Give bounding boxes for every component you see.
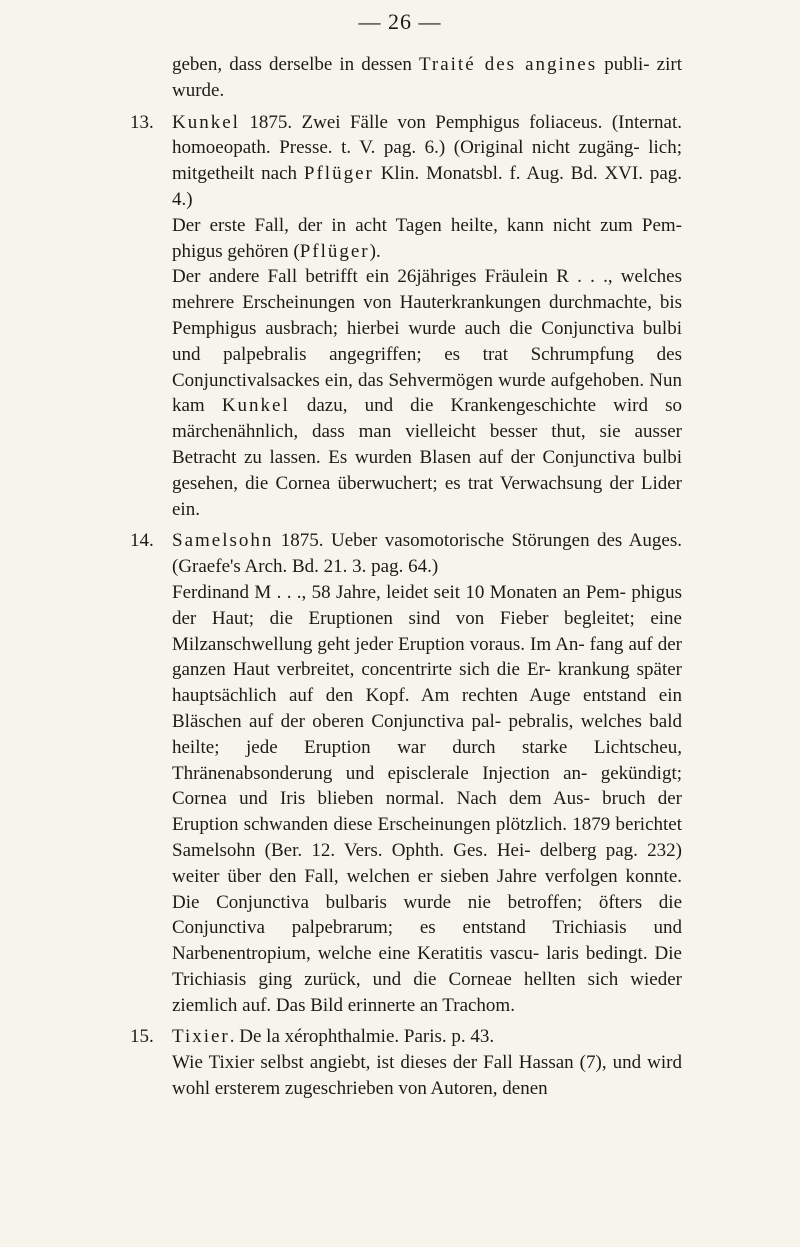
page-number-header: — 26 —	[358, 9, 442, 34]
author-name: Kunkel	[172, 111, 240, 133]
author-name: Kunkel	[221, 395, 290, 417]
citation-text: . De la xérophthalmie. Paris. p. 43.	[229, 1026, 495, 1048]
entry-paragraph: Ferdinand M . . ., 58 Jahre, leidet seit 10 Monaten an Pem- phigus der Haut; die Eruptionen sind von Fieber begleitet; eine Milzanschwellung geht jeder Eruption voraus. Im An- fang auf der ganzen Haut verbreitet, concentrirte sich die Er- krankung später hauptsächlich auf den Kopf. Am rechten Auge entstand ein Bläschen auf der oberen Conjunctiva pal- pebralis, welches bald heilte; jede Eruption war durch starke Lichtscheu, Thränenabsonderung und episclerale Injection an- gekündigt; Cornea und Iris blieben normal. Nach dem Aus- bruch der Eruption schwanden diese Erscheinungen plötzlich. 1879 berichtet Samelsohn (Ber. 12. Vers. Ophth. Ges. Hei- delberg pag. 232) weiter über den Fall, welchen er sieben Jahre verfolgen konnte. Die Conjunctiva bulbaris wurde nie betroffen; öfters die Conjunctiva palpebrarum; es entstand Trichiasis und Narbenentropium, welche eine Keratitis vascu- laris bedingt. Die Trichiasis ging zurück, und die Corneae hellten sich wieder ziemlich auf. Das Bild erinnerte an Trachom.	[172, 581, 682, 1016]
paragraph-text: dazu, und die Krankengeschichte wird so märchenähnlich, dass man vielleicht besser thut, sie ausser Betracht zu lassen. Es wurden Blasen auf der Conjunctiva bulbi gesehen, die Cornea überwuchert; es trat Verwachsung der Lider ein.	[172, 395, 682, 520]
entry-number: 15.	[130, 1026, 154, 1048]
entry-citation	[172, 1024, 682, 1050]
reference-entry-15	[130, 1024, 682, 1101]
author-name: Tixier	[172, 1026, 230, 1048]
continuation-text-pre: geben, dass derselbe in dessen	[172, 54, 419, 75]
continuation-paragraph	[172, 52, 682, 104]
entry-number: 13.	[130, 111, 154, 133]
author-name: Samelsohn	[172, 530, 274, 552]
entry-number: 14.	[130, 530, 154, 552]
continuation-title-spaced: Traité des angines	[418, 54, 598, 75]
author-name: Pflüger	[303, 163, 374, 185]
entry-citation	[172, 528, 682, 580]
citation-text: Klin. Monatsbl. f. Aug. Bd. XVI. pag. 4.)	[172, 163, 683, 210]
continuation-text-post: publi- zirt wurde.	[172, 54, 682, 101]
reference-entry-14	[130, 528, 682, 1018]
citation-text: 1875. Ueber vasomotorische Störungen des Auges. (Graefe's Arch. Bd. 21. 3. pag. 64.)	[172, 530, 682, 578]
entry-paragraph: Wie Tixier selbst angiebt, ist dieses der Fall Hassan (7), und wird wohl ersterem zugeschrieben von Autoren, denen	[172, 1052, 682, 1100]
entry-paragraph	[172, 213, 682, 265]
reference-entry-13	[130, 110, 682, 523]
citation-text: 1875. Zwei Fälle von Pemphigus foliaceus. (Internat. homoeopath. Presse. t. V. pag. 6.) (Original nicht zugäng- lich; mitgetheilt nach	[172, 111, 682, 185]
entry-citation	[172, 110, 682, 213]
paragraph-text: ).	[369, 240, 381, 262]
paragraph-text: Der erste Fall, der in acht Tagen heilte, kann nicht zum Pem- phigus gehören (	[172, 214, 682, 262]
author-name: Pflüger	[299, 240, 370, 262]
page-body	[130, 52, 682, 1108]
paragraph-text: Der andere Fall betrifft ein 26jähriges Fräulein R . . ., welches mehrere Erscheinungen von Hauterkrankungen durchmachte, bis Pemphigus ausbrach; hierbei wurde auch die Conjunctiva bulbi und palpebralis angegriffen; es trat Schrumpfung des Conjunctivalsackes ein, das Sehvermögen wurde aufgehoben. Nun kam	[172, 266, 682, 417]
entry-paragraph	[172, 264, 682, 522]
